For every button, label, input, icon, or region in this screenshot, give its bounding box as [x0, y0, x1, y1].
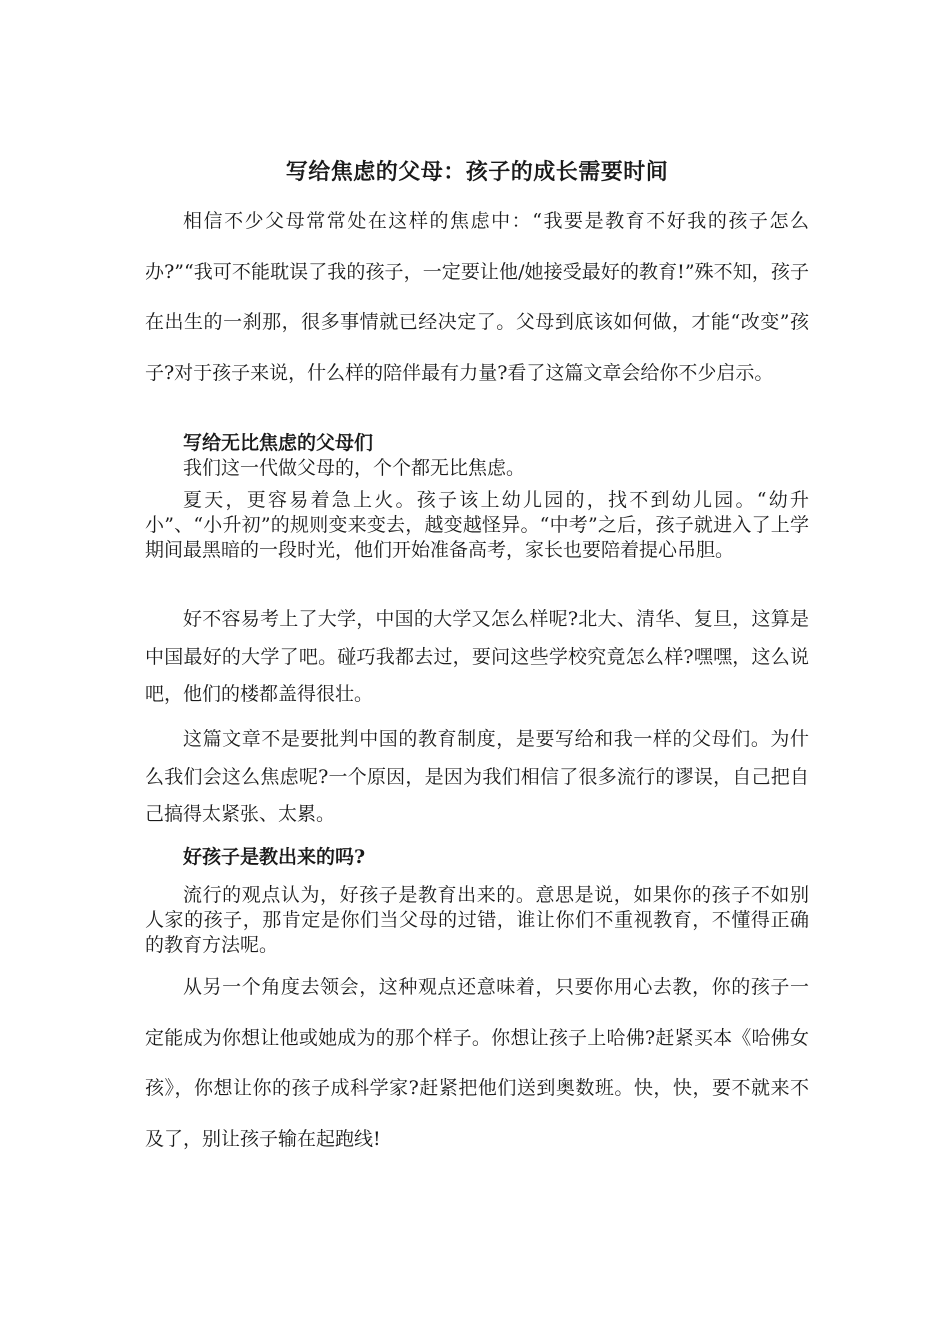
section1-paragraph-4: 这篇文章不是要批判中国的教育制度，是要写给和我一样的父母们。为什么我们会这么焦虑呢?一个原因，是因为我们相信了很多流行的谬误，自己把自己搞得太紧张、太累。	[145, 728, 809, 825]
section-heading-good-kids: 好孩子是教出来的吗?	[183, 846, 366, 868]
section2-paragraph-2: 从另一个角度去领会，这种观点还意味着，只要你用心去教，你的孩子一定能成为你想让他或她成为的那个样子。你想让孩子上哈佛?赶紧买本《哈佛女孩》，你想让你的孩子成科学家?赶紧把他们送到奥数班。快，快，要不就来不及了，别让孩子输在起跑线!	[145, 976, 809, 1150]
section1-paragraph-2: 夏天，更容易着急上火。孩子该上幼儿园的，找不到幼儿园。“幼升小”、“小升初”的规则变来变去，越变越怪异。“中考”之后，孩子就进入了上学期间最黑暗的一段时光，他们开始准备高考，家长也要陪着提心吊胆。	[145, 489, 809, 561]
section2-paragraph-1: 流行的观点认为，好孩子是教育出来的。意思是说，如果你的孩子不如别人家的孩子，那肯定是你们当父母的过错，谁让你们不重视教育，不懂得正确的教育方法呢。	[145, 884, 809, 956]
section-heading-anxious-parents: 写给无比焦虑的父母们	[183, 432, 374, 454]
section1-paragraph-3: 好不容易考上了大学，中国的大学又怎么样呢?北大、清华、复旦，这算是中国最好的大学了吧。碰巧我都去过，要问这些学校究竟怎么样?嘿嘿，这么说吧，他们的楼都盖得很壮。	[145, 608, 809, 705]
section1-paragraph-1: 我们这一代做父母的，个个都无比焦虑。	[183, 457, 526, 479]
document-title: 写给焦虑的父母：孩子的成长需要时间	[285, 158, 669, 185]
intro-paragraph: 相信不少父母常常处在这样的焦虑中：“我要是教育不好我的孩子怎么办?”“我可不能耽误了我的孩子，一定要让他/她接受最好的教育!”殊不知，孩子在出生的一刹那，很多事情就已经决定了。父母到底该如何做，才能“改变”孩子?对于孩子来说，什么样的陪伴最有力量?看了这篇文章会给你不少启示。	[145, 210, 809, 384]
